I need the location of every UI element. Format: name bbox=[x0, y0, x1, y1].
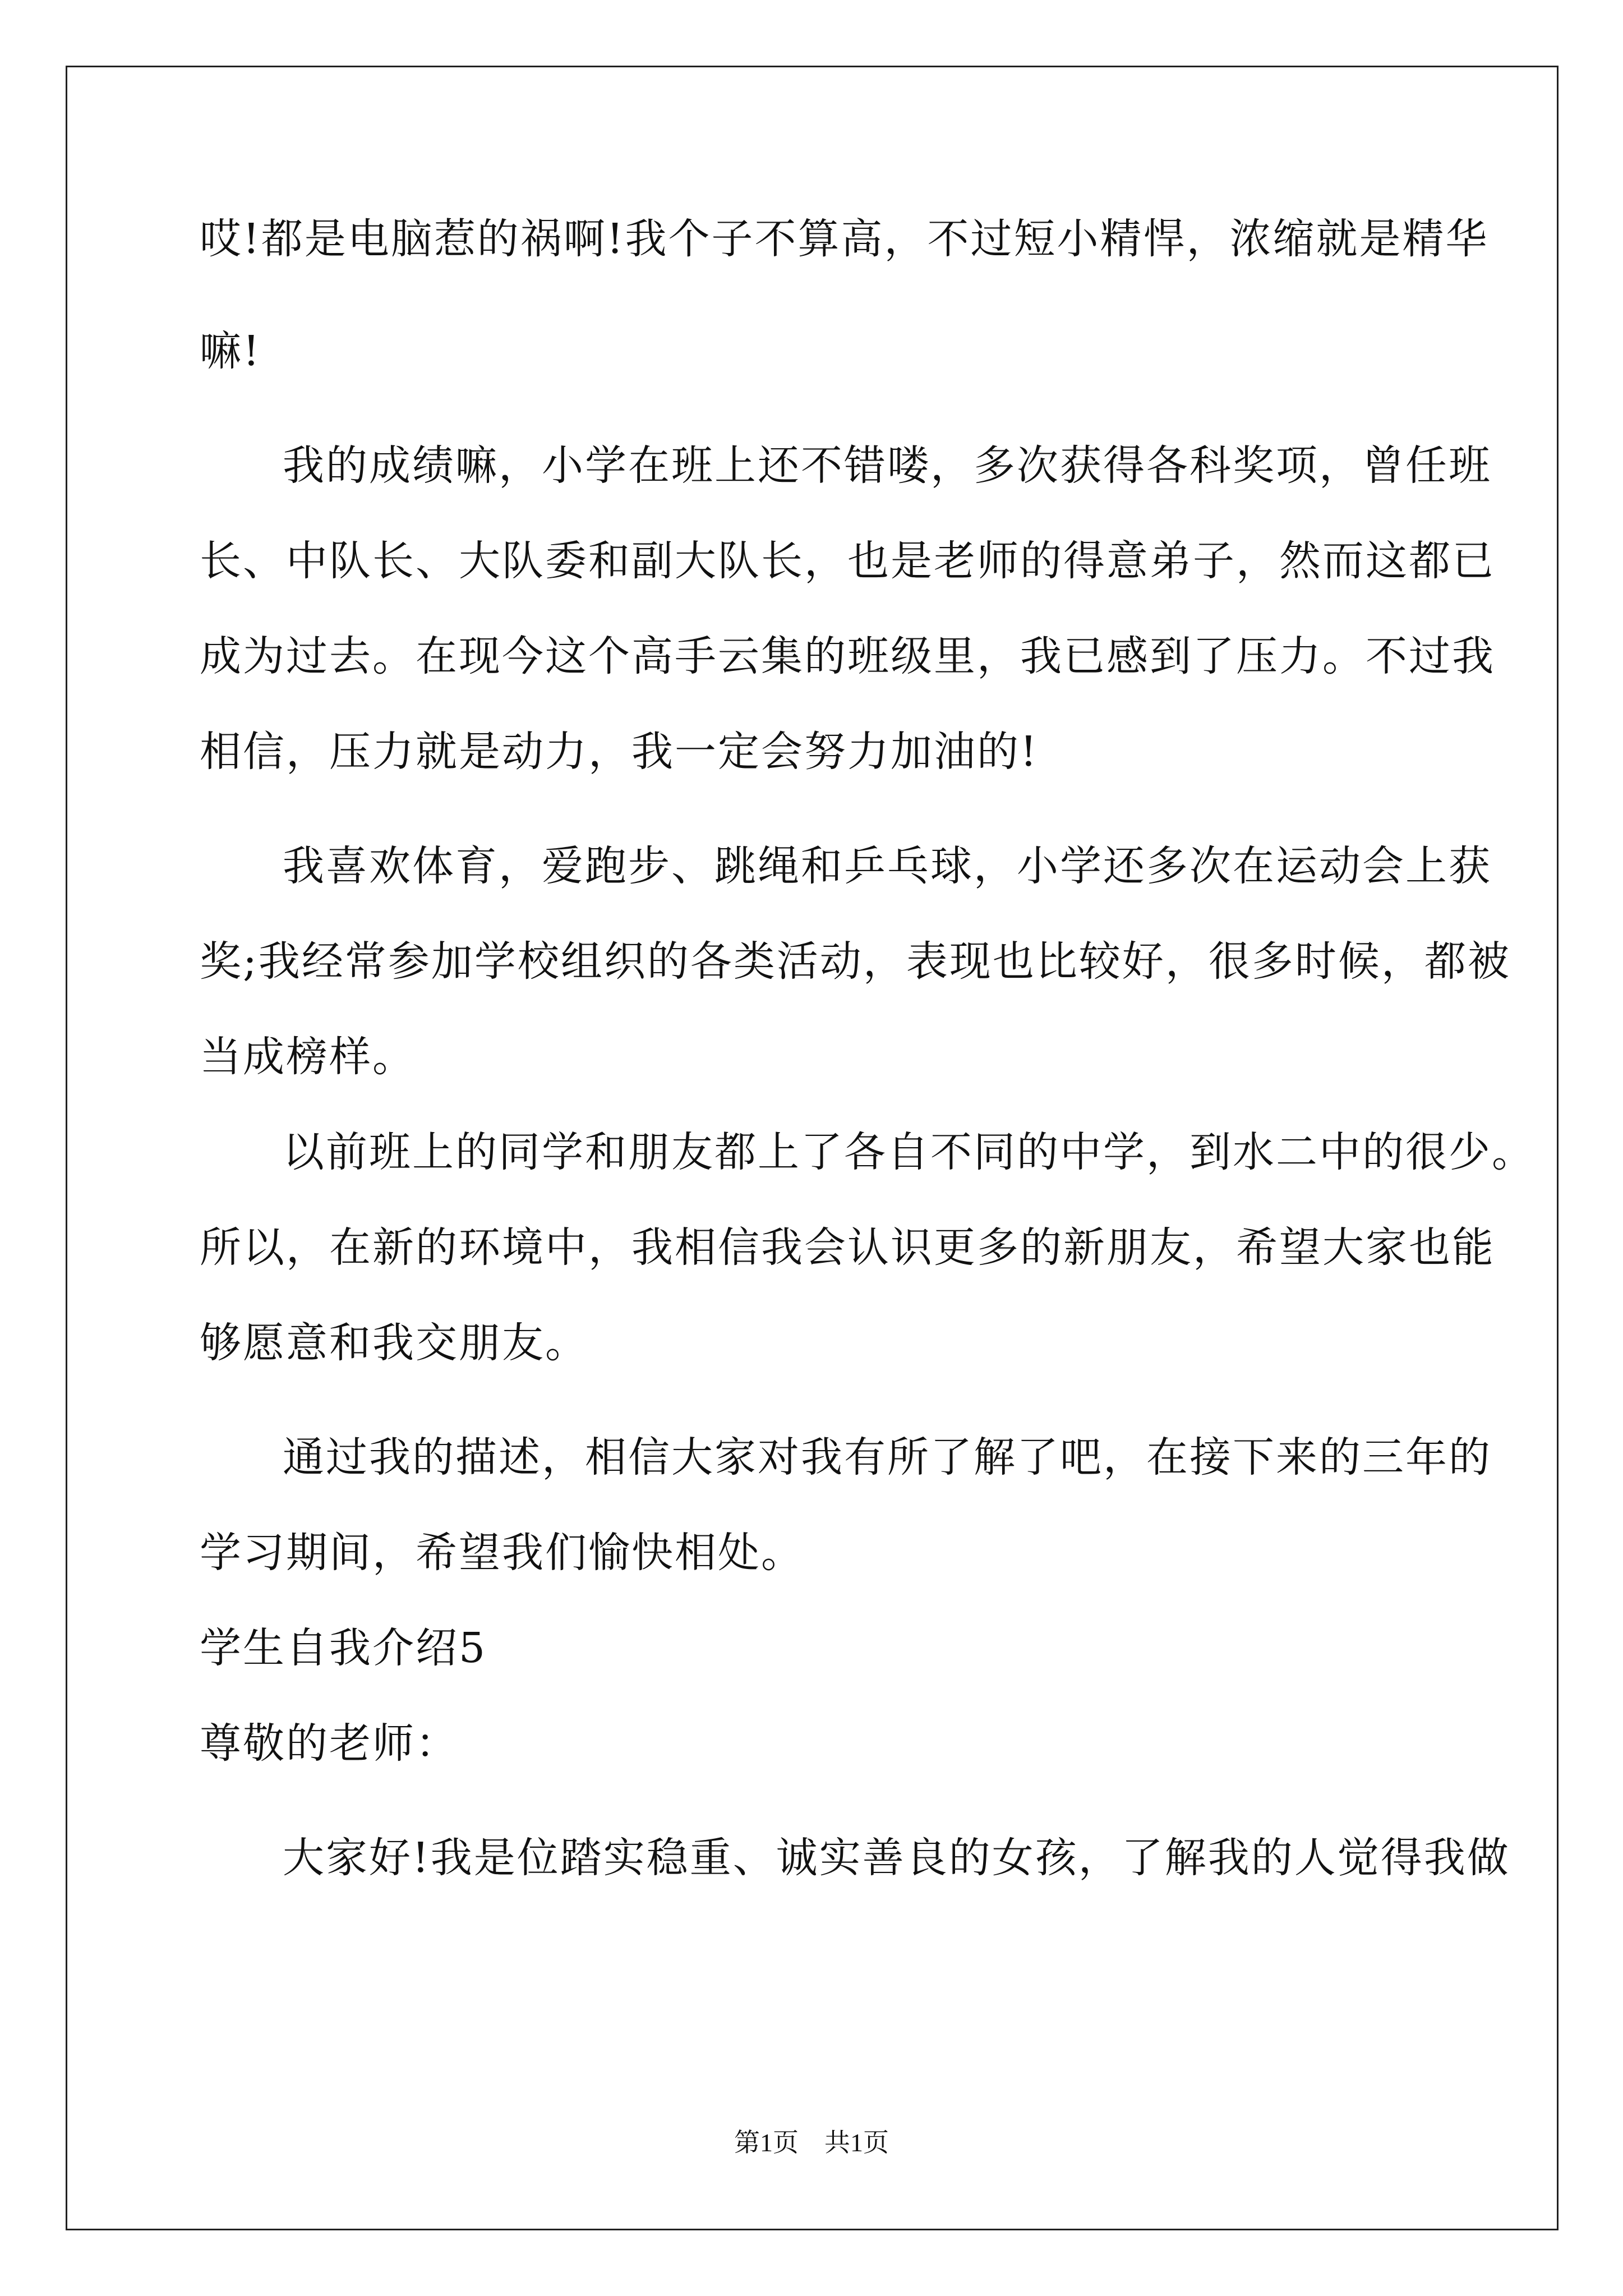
section-heading: 学生自我介绍5 bbox=[200, 1624, 487, 1672]
text-line: 学习期间，希望我们愉快相处。 bbox=[200, 1529, 804, 1577]
text-line: 哎!都是电脑惹的祸啊!我个子不算高，不过短小精悍，浓缩就是精华 bbox=[200, 215, 1489, 263]
paragraph-first-line: 大家好!我是位踏实稳重、诚实善良的女孩，了解我的人觉得我做 bbox=[283, 1834, 1510, 1882]
page-footer: 第1页 共1页 bbox=[734, 2128, 889, 2157]
text-line: 长、中队长、大队委和副大队长，也是老师的得意弟子，然而这都已 bbox=[200, 537, 1495, 585]
text-line: 够愿意和我交朋友。 bbox=[200, 1319, 588, 1367]
text-line: 嘛! bbox=[200, 327, 261, 375]
paragraph-first-line: 我的成绩嘛，小学在班上还不错喽，多次获得各科奖项，曾任班 bbox=[283, 441, 1492, 490]
text-line: 成为过去。在现今这个高手云集的班级里，我已感到了压力。不过我 bbox=[200, 632, 1495, 680]
text-line: 当成榜样。 bbox=[200, 1033, 416, 1081]
text-line: 相信，压力就是动力，我一定会努力加油的! bbox=[200, 728, 1039, 776]
text-line: 奖;我经常参加学校组织的各类活动，表现也比较好，很多时候，都被 bbox=[200, 937, 1511, 986]
paragraph-first-line: 我喜欢体育，爱跑步、跳绳和乒乓球，小学还多次在运动会上获 bbox=[283, 842, 1492, 890]
salutation: 尊敬的老师： bbox=[200, 1719, 459, 1768]
paragraph-first-line: 通过我的描述，相信大家对我有所了解了吧，在接下来的三年的 bbox=[283, 1433, 1492, 1481]
text-line: 所以，在新的环境中，我相信我会认识更多的新朋友，希望大家也能 bbox=[200, 1223, 1495, 1272]
paragraph-first-line: 以前班上的同学和朋友都上了各自不同的中学，到水二中的很少。 bbox=[283, 1128, 1535, 1176]
